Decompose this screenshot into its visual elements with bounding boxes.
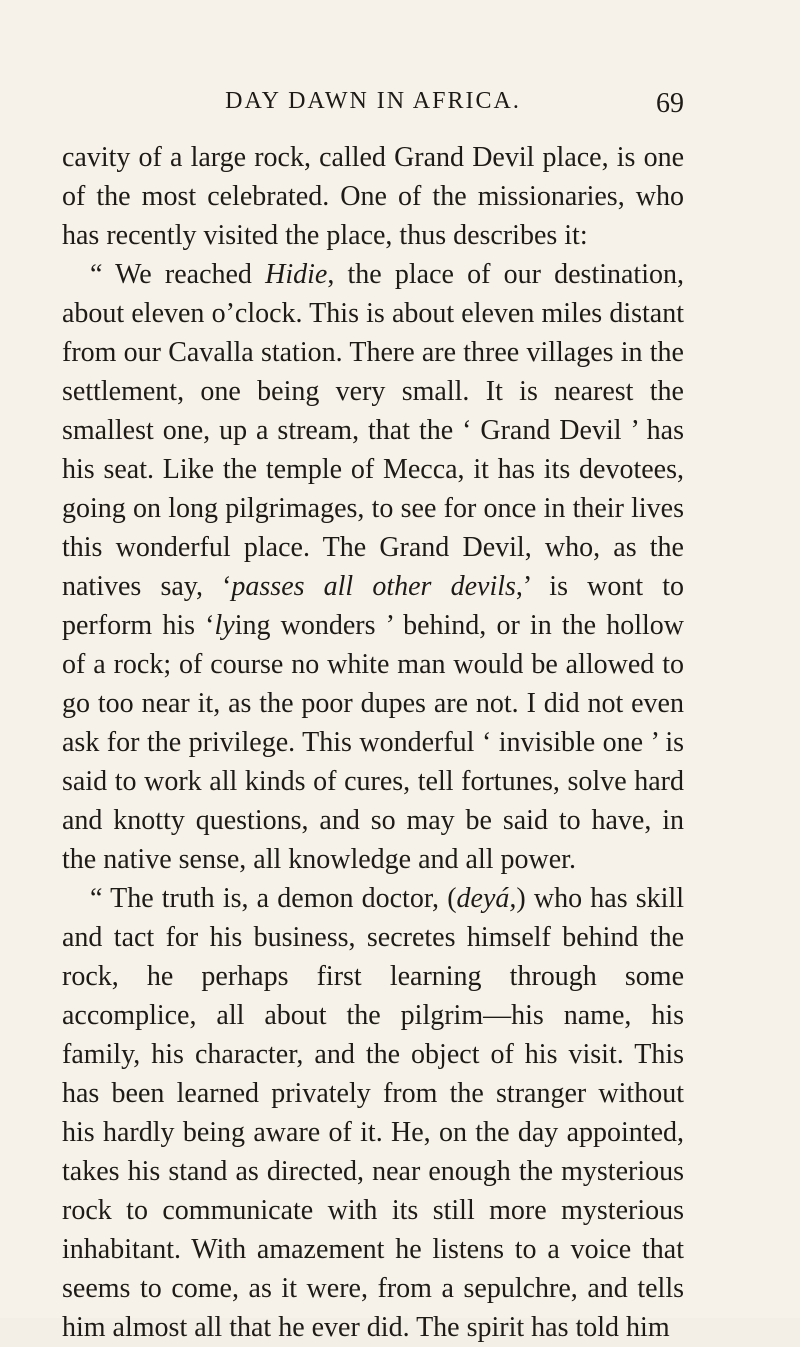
text-segment: ,’ is wont to perform his ‘ — [62, 571, 685, 641]
text-segment: ) who has skill and tact for his business, secretes himself behind the rock, he perhaps first learning through some accomplice, all about the pilgrim—his name, his family, his character, and the object of his visit. This has been learned privately from the stranger without his hardly being aware of it. He, on the day appointed, takes his stand as directed, near enough the mysterious rock to communicate with its still more mysterious inhabitant. With amazement he listens to a voice that seems to come, as it were, from a sepulchre, and tells him almost all that he ever did. The spirit has told him — [62, 883, 684, 1343]
italic-text-segment: ly — [214, 610, 235, 641]
paragraph-2 — [62, 255, 684, 879]
text-segment: cavity of a large rock, called Grand Devil place, is one of the most celebrated. One of the missionaries, who has recently visited the place, thus describes it: — [62, 142, 684, 251]
body-text — [62, 138, 684, 1347]
text-segment: “ We reached — [90, 259, 266, 290]
paragraph-3 — [62, 879, 684, 1347]
italic-text-segment: passes all other devils — [231, 571, 516, 602]
running-head: DAY DAWN IN AFRICA. — [225, 88, 521, 114]
italic-text-segment: Hidie — [265, 259, 328, 290]
text-segment: ing wonders ’ behind, or in the hollow of a rock; of course no white man would be allowed to go too near it, as the poor dupes are not. I did not even ask for the privilege. This wonderful ‘ invisible one ’ is said to work all kinds of cures, tell fortunes, solve hard and knotty questions, and so may be said to have, in the native sense, all knowledge and all power. — [62, 610, 684, 875]
page-number: 69 — [656, 88, 684, 119]
italic-text-segment: deyá, — [456, 883, 517, 914]
text-segment: , the place of our destination, about eleven o’clock. This is about eleven miles distant from our Cavalla station. There are three villages in the settlement, one being very small. It is nearest the smallest one, up a stream, that the ‘ Grand Devil ’ has his seat. Like the temple of Mecca, it has its devotees, going on long pilgrimages, to see for once in their lives this wonderful place. The Grand Devil, who, as the natives say, ‘ — [62, 259, 684, 602]
page-header — [62, 88, 684, 124]
paragraph-1 — [62, 138, 684, 255]
text-segment: “ The truth is, a demon doctor, ( — [90, 883, 457, 914]
